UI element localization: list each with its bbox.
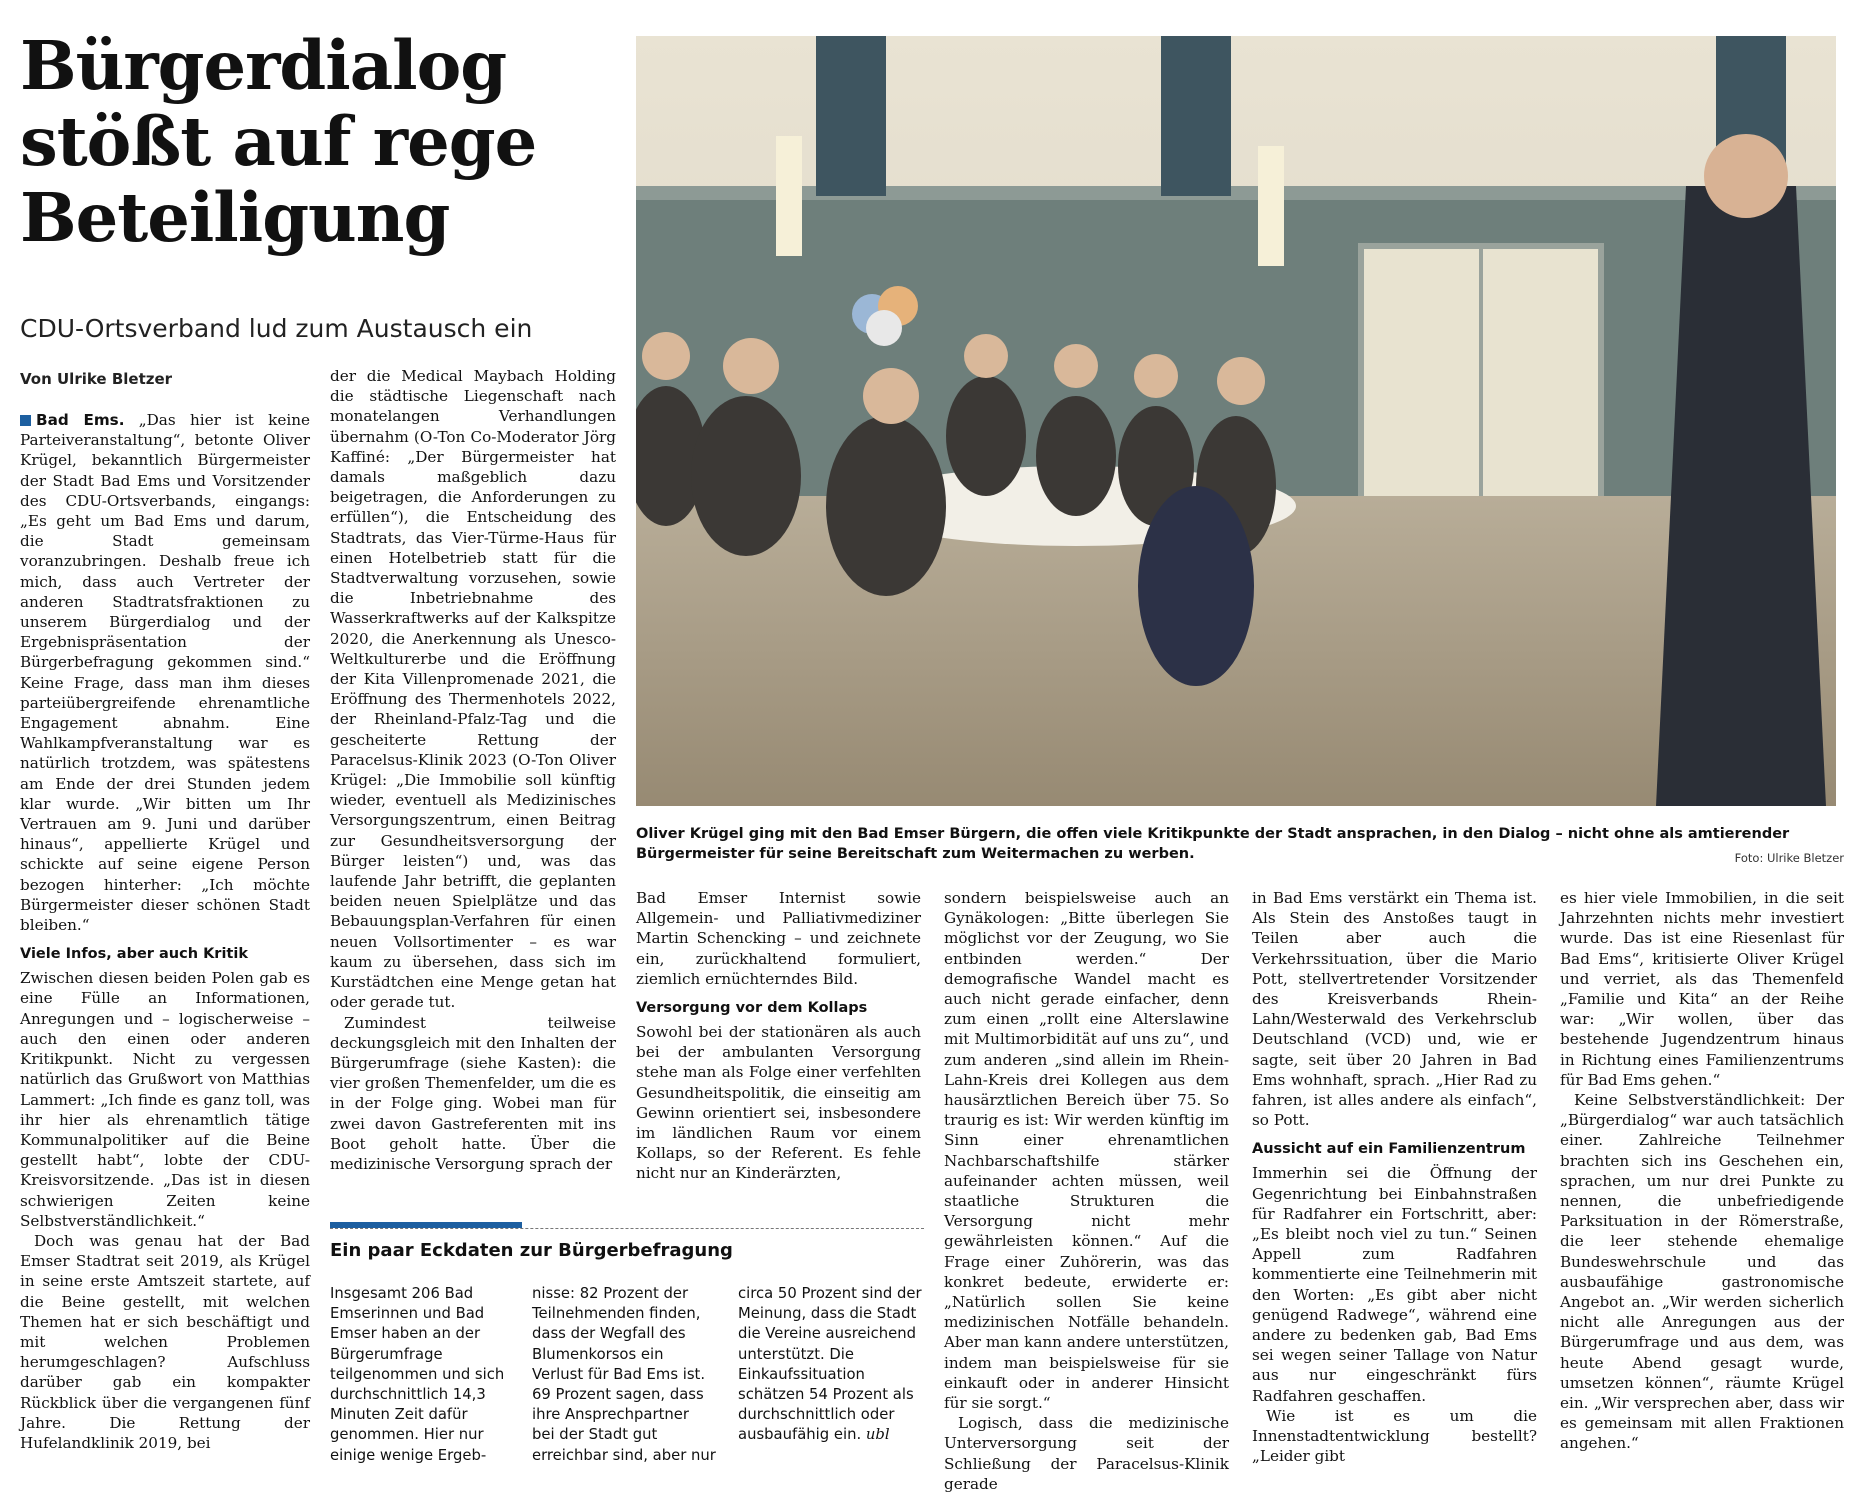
photo-caption: Oliver Krügel ging mit den Bad Emser Bürgern, die offen viele Kritikpunkte der Stadt ansprachen, in den Dialog – nicht ohne als amtierender Bürgermeister für seine Bereitschaft zum Weitermachen zu werben. xyxy=(636,826,1790,862)
byline: Von Ulrike Bletzer xyxy=(20,370,173,388)
article-paragraph: Zwischen diesen beiden Polen gab es eine Fülle an Informationen, Anregungen und – logischerweise – auch den einen oder anderen Kritikpunkt. Nicht zu vergessen natürlich das Grußwort von Matthias Lammert: „Ich finde es ganz toll, was ihr hier als ehrenamtlich tätige Kommunalpolitiker auf die Beine gestellt habt“, lobte der CDU-Kreisvorsitzende. „Das ist in diesen schwierigen Zeiten keine Selbstverständlichkeit.“ xyxy=(20,969,310,1230)
article-paragraph: Bad Ems. „Das hier ist keine Parteiveranstaltung“, betonte Oliver Krügel, bekanntlich Bürgermeister der Stadt Bad Ems und Vorsitzender des CDU-Ortsverbands, eingangs: „Es geht um Bad Ems und darum, die Stadt gemeinsam voranzubringen. Deshalb freue ich mich, dass auch Vertreter der anderen Stadtratsfraktionen zu unserem Bürgerdialog und der Ergebnispräsentation der Bürgerbefragung gekommen sind.“ Keine Frage, dass man ihm dieses parteiübergreifende ehrenamtliche Engagement abnahm. Eine Wahlkampfveranstaltung war es natürlich trotzdem, was spätestens am Ende der drei Stunden jedem klar wurde. „Wir bitten um Ihr Vertrauen am 9. Juni und darüber hinaus“, appellierte Krügel und schickte auf seine eigene Person bezogen hinterher: „Ich möchte Bürgermeister dieser schönen Stadt bleiben.“ xyxy=(20,411,310,935)
dateline-square-icon xyxy=(20,415,31,426)
headline: Bürgerdialog stößt auf rege Beteiligung xyxy=(20,26,537,257)
photo-credit: Foto: Ulrike Bletzer xyxy=(1734,851,1844,865)
dateline-location: Bad Ems. xyxy=(36,411,125,429)
article-column-1 xyxy=(20,410,310,1453)
article-column-2 xyxy=(330,366,616,1174)
article-paragraph: Doch was genau hat der Bad Emser Stadtrat seit 2019, als Krügel in seine erste Amtszeit startete, auf die Beine gestellt, mit welchen Themen hat er sich beschäftigt und mit welchen Problemen herumgeschlagen? Aufschluss darüber gab ein kompakter Rückblick über die vergangenen fünf Jahre. Die Rettung der Hufelandklinik 2019, bei xyxy=(20,1231,310,1452)
article-photo xyxy=(636,36,1844,806)
infobox-column-2: nisse: 82 Prozent der Teilnehmenden finden, dass der Wegfall des Blumenkorsos ein Verlust für Bad Ems ist. 69 Prozent sagen, dass ihre Ansprechpartner bei der Stadt gut erreichbar sind, aber nur xyxy=(532,1285,716,1464)
section-heading: Viele Infos, aber auch Kritik xyxy=(20,946,248,963)
article-paragraph: Bad Emser Internist sowie Allgemein- und Palliativmediziner Martin Schencking – und zeichnete ein, zurückhaltend formuliert, ziemlich ernüchterndes Bild. xyxy=(636,889,921,988)
article-paragraph: Sowohl bei der stationären als auch bei der ambulanten Versorgung stehe man als Folge einer verfehlten Gesundheitspolitik, die einseitig am Gewinn orientiert sei, insbesondere im ländlichen Raum vor einem Kollaps, so der Referent. Es fehle nicht nur an Kinderärzten, xyxy=(636,1023,921,1183)
article-paragraph: sondern beispielsweise auch an Gynäkologen: „Bitte überlegen Sie möglichst vor der Zeugung, wo Sie entbinden werden.“ Der demografische Wandel macht es auch nicht gerade einfacher, denn zum einen „rollt eine Alterslawine mit Multimorbidität auf uns zu“, und zum anderen „sind allein im Rhein-Lahn-Kreis drei Kollegen aus dem hausärztlichen Bereich über 75. So traurig es ist: Wir werden künftig im Sinn einer ehrenamtlichen Nachbarschaftshilfe stärker aufeinander achten müssen, weil staatliche Strukturen die Versorgung nicht mehr gewährleisten können.“ Auf die Frage einer Zuhörerin, was das konkret bedeute, erwiderte er: „Natürlich sollen Sie keine medizinischen Notfälle behandeln. Aber man kann andere unterstützen, indem man beispielsweise für sie einkauft oder in anderer Hinsicht für sie sorgt.“ xyxy=(944,889,1229,1413)
article-column-4 xyxy=(944,888,1229,1494)
author-signature: ubl xyxy=(865,1426,890,1444)
article-paragraph: Zumindest teilweise deckungsgleich mit den Inhalten der Bürgerumfrage (siehe Kasten): die vier großen Themenfelder, um die es in der Folge ging. Wobei man für zwei davon Gastreferenten mit ins Boot geholt hatte. Über die medizinische Versorgung sprach der xyxy=(330,1013,616,1173)
photo-illustration xyxy=(636,36,1844,806)
article-paragraph: Logisch, dass die medizinische Unterversorgung seit der Schließung der Paracelsus-Klinik gerade xyxy=(944,1414,1229,1493)
section-heading: Versorgung vor dem Kollaps xyxy=(636,1000,868,1017)
article-paragraph: Immerhin sei die Öffnung der Gegenrichtung bei Einbahnstraßen für Radfahrer ein Fortschritt, aber: „Es bleibt noch viel zu tun.“ Seinen Appell zum Radfahren kommentierte eine Teilnehmerin mit den Worten: „Es gibt aber nicht genügend Radwege“, während eine andere zu bedenken gab, Bad Ems sei wegen seiner Tallage von Natur aus nur eingeschränkt fürs Radfahren geschaffen. xyxy=(1252,1164,1537,1405)
article-paragraph: Wie ist es um die Innenstadtentwicklung bestellt? „Leider gibt xyxy=(1252,1406,1537,1466)
infobox-column-3: circa 50 Prozent sind der Meinung, dass die Stadt die Vereine ausreichend unterstützt. Die Einkaufssituation schätzen 54 Prozent als durchschnittlich oder ausbaufähig ein. ubl xyxy=(738,1285,922,1444)
article-paragraph: Keine Selbstverständlichkeit: Der „Bürgerdialog“ war auch tatsächlich einer. Zahlreiche Teilnehmer brachten sich ins Geschehen ein, sprachen, um nur drei Punkte zu nennen, die unbefriedigende Parksituation in der Römerstraße, die leer stehende ehemalige Bundeswehrschule und das ausbaufähige gastronomische Angebot an. „Wir werden sicherlich nicht alle Anregungen aus der Bürgerumfrage und aus dem, was heute Abend gesagt wurde, umsetzen können“, räumte Krügel ein. „Wir versprechen aber, dass wir es gemeinsam mit allen Fraktionen angehen.“ xyxy=(1560,1091,1844,1453)
article-column-5 xyxy=(1252,888,1537,1466)
subheadline: CDU-Ortsverband lud zum Austausch ein xyxy=(20,314,533,343)
section-heading: Aussicht auf ein Familienzentrum xyxy=(1252,1141,1526,1158)
article-column-6 xyxy=(1560,888,1844,1454)
infobox-divider xyxy=(330,1228,924,1229)
article-paragraph: in Bad Ems verstärkt ein Thema ist. Als Stein des Anstoßes taugt in Teilen aber auch die Verkehrssituation, über die Mario Pott, stellvertretender Vorsitzender des Kreisverbands Rhein-Lahn/Westerwald des Verkehrsclub Deutschland (VCD) und, wie er sagte, seit über 20 Jahren in Bad Ems wohnhaft, sprach. „Hier Rad zu fahren, ist alles andere als einfach“, so Pott. xyxy=(1252,889,1537,1130)
infobox-column-1: Insgesamt 206 Bad Emserinnen und Bad Emser haben an der Bürgerumfrage teilgenommen und sich durchschnittlich 14,3 Minuten Zeit dafür genommen. Hier nur einige wenige Ergeb- xyxy=(330,1285,505,1464)
article-paragraph: es hier viele Immobilien, in die seit Jahrzehnten nichts mehr investiert wurde. Das ist eine Riesenlast für Bad Ems“, kritisierte Oliver Krügel und verriet, als das Themenfeld „Familie und Kita“ an der Reihe war: „Wir wollen, über das bestehende Jugendzentrum hinaus in Richtung eines Familienzentrums für Bad Ems gehen.“ xyxy=(1560,889,1844,1089)
article-paragraph: der die Medical Maybach Holding die städtische Liegenschaft nach monatelangen Verhandlungen übernahm (O-Ton Co-Moderator Jörg Kaffiné: „Der Bürgermeister hat damals maßgeblich dazu beigetragen, die Anforderungen zu erfüllen“), die Entscheidung des Stadtrats, das Vier-Türme-Haus für einen Hotelbetrieb statt für die Stadtverwaltung vorzusehen, sowie die Inbetriebnahme des Wasserkraftwerks auf der Kalkspitze 2020, die Anerkennung als Unesco-Weltkulturerbe und die Eröffnung der Kita Villenpromenade 2021, die Eröffnung des Thermenhotels 2022, der Rheinland-Pfalz-Tag und die gescheiterte Rettung der Paracelsus-Klinik 2023 (O-Ton Oliver Krügel: „Die Immobilie soll künftig wieder, eventuell als Medizinisches Versorgungszentrum, einen Beitrag zur Gesundheitsversorgung der Bürger leisten“) und, was das laufende Jahr betrifft, die geplanten beiden neuen Spielplätze und das Bebauungsplan-Verfahren für einen neuen Vollsortimenter – es war kaum zu übersehen, dass sich im Kurstädtchen eine Menge getan hat oder gerade tut. xyxy=(330,367,616,1012)
article-column-3 xyxy=(636,888,921,1184)
infobox-title: Ein paar Eckdaten zur Bürgerbefragung xyxy=(330,1240,733,1261)
